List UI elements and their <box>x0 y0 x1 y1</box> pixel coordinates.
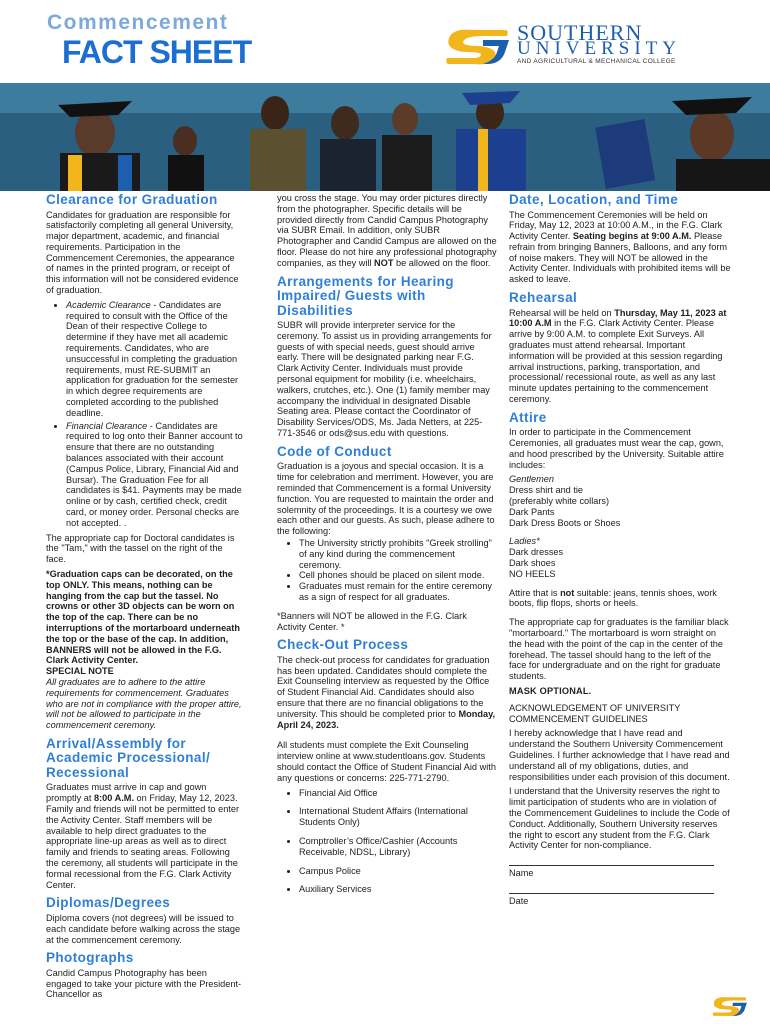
attire-text: In order to participate in the Commencement Ceremonies, all graduates must wear the cap, gown, and hood prescribed by the University. Suitable attire includes: <box>509 427 724 470</box>
decoration-note: *Graduation caps can be decorated, on the top ONLY. This means, nothing can be hanging from the cap but the tassel. No crowns or other 3D objects can be worn on the top of the cap. There can be no interruptions of the mortarboard underneath the top or the base of the cap. In addition, BANNERS will not be allowed in the F.G. Clark Activity Center. <box>46 569 240 666</box>
name-signature-line[interactable] <box>509 865 714 866</box>
gentlemen-item: (preferably white collars) <box>509 496 610 507</box>
hearing-text: SUBR will provide interpreter service for the ceremony. To assist us in providing arrangements for guests of with special needs, guest should arrive early. There will be designated parking near F.G. Clark Activity Center. Individuals must provide personal equipment for mobility (i.e. wheelchairs, walkers, crutches, etc.). One (1) family member may accompany the individual in designated Disable Seating area. Please contact the Coordinator of Disability Services/ODS, Ms. Jada Netters, at 225-771-3546 or ods@sus.edu with questions. <box>277 320 492 439</box>
offices-list <box>277 788 497 896</box>
list-item <box>66 300 244 419</box>
su-logo-icon <box>443 24 513 68</box>
photo-text-not: NOT <box>374 257 394 268</box>
date-text-pre: The Commencement Ceremonies will be held on Friday, May 12, 2023 at 10:00 A.M., in the F.G. Clark Activity Center. <box>509 209 723 242</box>
heading-checkout: Check-Out Process <box>277 637 409 653</box>
date-text-post: Please refrain from bringing Banners, Balloons, and any form of noise makers. They will NOT be allowed in the Activity Center. Individuals with prohibited items will be asked to leave. <box>509 231 731 285</box>
list-item: • International Student Affairs (International Students Only) <box>299 806 497 828</box>
ladies-label: Ladies* <box>509 536 540 547</box>
arrival-text-post: on Friday, May 12, 2023. Family and friends will not be permitted to enter the Activity Center. Staff members will be available to help direct graduates to the appropriate line-up areas as well as to direct family and friends to seating areas. Following the ceremony, all students will participate in the formal recessional from the F.G. Clark Activity Center. <box>46 793 240 890</box>
checkout-text-pre: The check-out process for candidates for graduation has been updated. Candidates should complete the Exit Counseling interview as requested by the Office of Student Financial Aid. Candidates should also ensure that there are no financial obligations to the university. This should be completed prior to <box>277 654 490 719</box>
name-label: Name <box>509 868 534 879</box>
date-text <box>509 210 731 286</box>
logo-southern: SOUTHERN <box>517 20 643 45</box>
photo-text-pre: you cross the stage. You may order pictures directly from the photographer. Specific details will be provided directly from Candid Campus Photography via SUBR Email. In addition, only SUBR Photographer and Candid Campus are allowed on the floor. Please do not hire any professional photography companies, as they will <box>277 193 497 268</box>
ack-text2: I understand that the University reserves the right to limit participation of students who are in violation of the Commencement Guidelines to include the Code of Conduct. Additionally, Southern University reserves the right to escort any student from the F.G. Clark Activity Center for non-compliance. <box>509 786 730 851</box>
heading-attire: Attire <box>509 409 547 425</box>
list-item <box>66 421 244 529</box>
section-rehearsal <box>509 291 731 405</box>
column-middle <box>277 193 497 903</box>
date-seating: Seating begins at 9:00 A.M. <box>572 231 692 242</box>
column-right <box>509 193 731 913</box>
gentlemen-item: Dress shirt and tie <box>509 485 584 496</box>
heading-date: Date, Location, and Time <box>509 192 679 207</box>
checkout-deadline: Monday, April 24, 2023. <box>277 708 496 730</box>
gentlemen-item: Dark Pants <box>509 506 555 517</box>
not-post: suitable: jeans, tennis shoes, work boots, flip flops, shorts or heels. <box>509 587 717 609</box>
gentlemen-item: Dark Dress Boots or Shoes <box>509 517 621 528</box>
section-hearing <box>277 275 497 439</box>
footer-su-logo-icon <box>706 994 754 1018</box>
photo-text-post: be allowed on the floor. <box>393 257 491 268</box>
title-commencement: Commencement <box>47 11 229 34</box>
photographs-text: Candid Campus Photography has been engaged to take your picture with the President-Chancellor as <box>46 967 242 1000</box>
heading-rehearsal: Rehearsal <box>509 290 578 306</box>
ladies-item: Dark shoes <box>509 558 556 569</box>
section-attire <box>509 411 731 697</box>
photographs-text-cont <box>277 193 497 269</box>
conduct-list <box>277 538 497 603</box>
graduation-photo <box>0 83 770 191</box>
cap-text: The appropriate cap for graduates is the familiar black "mortarboard." The mortarboard is worn straight on the head with the point of the cap in the center of the forehead. The tassel should hang to the left of the face for undergraduate and on the right for graduate students. <box>509 617 729 682</box>
checkout-text2: All students must complete the Exit Counseling interview online at www.studentloans.gov. Students should contact the Office of Student Financial Aid with any questions or concerns: 225-771-2790. <box>277 740 496 783</box>
section-checkout <box>277 638 497 895</box>
date-label: Date <box>509 895 529 906</box>
list-item: • Graduates must remain for the entire ceremony as a sign of respect for all graduates. <box>299 581 497 603</box>
ack-heading: ACKNOWLEDGEMENT OF UNIVERSITY COMMENCEMENT GUIDELINES <box>509 702 681 724</box>
arrival-time: 8:00 A.M. <box>94 793 134 804</box>
section-date <box>509 193 731 285</box>
section-conduct <box>277 445 497 632</box>
logo-university: UNIVERSITY <box>517 38 681 59</box>
list-item: • Financial Aid Office <box>299 788 497 799</box>
column-left <box>46 193 244 1006</box>
rehearsal-when: Thursday, May 11, 2023 at 10:00 A.M <box>509 307 727 329</box>
clearance-list <box>46 300 244 529</box>
list-item: • Auxiliary Services <box>299 884 497 895</box>
financial-label: Financial Clearance <box>66 420 148 431</box>
heading-clearance: Clearance for Graduation <box>46 192 218 207</box>
rehearsal-text <box>509 308 731 405</box>
heading-photographs: Photographs <box>46 950 134 966</box>
section-clearance <box>46 193 244 731</box>
list-item: • Campus Police <box>299 866 497 877</box>
special-note-label: SPECIAL NOTE <box>46 666 114 677</box>
date-signature-line[interactable] <box>509 893 714 894</box>
ladies-item: NO HEELS <box>509 568 556 579</box>
doctoral-cap-note: The appropriate cap for Doctoral candidates is the "Tam," with the tassel on the right of the face. <box>46 532 235 565</box>
rehearsal-text-pre: Rehearsal will be held on <box>509 307 615 318</box>
heading-conduct: Code of Conduct <box>277 443 392 459</box>
section-arrival <box>46 737 244 890</box>
header <box>0 0 770 83</box>
financial-text: - Candidates are required to log onto their Banner account to ensure that there are no outstanding balances associated with their account (Campus Police, Library, Financial Aid and Bursar). The Graduation Fee for all candidates is $41. Payments may be made online or by cash, certified check, credit card, or money order. Personal checks are not accepted. . <box>66 420 243 528</box>
special-note: All graduates are to adhere to the attire requirements for commencement. Graduates who are not in compliance with the proper attire, will not be allowed to participate in the commencement ceremony. <box>46 676 242 731</box>
section-photographs-cont <box>277 193 497 269</box>
graduates-illustration <box>0 83 770 191</box>
list-item: • Cell phones should be placed on silent mode. <box>299 570 497 581</box>
section-diplomas <box>46 896 244 945</box>
rehearsal-text-post: in the F.G. Clark Activity Center. Please arrive by 9:00 A.M. to complete Exit Surveys. All graduates must attend rehearsal. Important information will be provided at this session regarding arrival instructions, parking, transportation, and processional/ recessional route, as well as any last minute updates pertaining to the commencement ceremony. <box>509 318 723 404</box>
mask-optional: MASK OPTIONAL. <box>509 685 592 696</box>
arrival-text-pre: Graduates must arrive in cap and gown promptly at <box>46 782 207 804</box>
heading-diplomas: Diplomas/Degrees <box>46 895 171 911</box>
academic-label: Academic Clearance <box>66 299 151 310</box>
heading-hearing: Arrangements for Hearing Impaired/ Guests with Disabilities <box>277 273 454 318</box>
title-fact-sheet: FACT SHEET <box>62 34 252 70</box>
arrival-text <box>46 782 244 890</box>
section-photographs <box>46 951 244 1000</box>
logo-college: AND AGRICULTURAL & MECHANICAL COLLEGE <box>517 58 676 65</box>
academic-text: - Candidates are required to consult with the Office of the Dean of their respective College to determine if they have met all academic requirements. Candidates, who are unsuccessful in completing the graduation requirements, must RE-SUBMIT an application for graduation for the semester in which degree requirements are completed according to the published deadline. <box>66 299 239 418</box>
list-item: • Comptroller’s Office/Cashier (Accounts Receivable, NDSL, Library) <box>299 836 497 858</box>
conduct-text: Graduation is a joyous and special occasion. It is a time for celebration and merriment. However, you are reminded that Commencement is a formal University function. You are requested to maintain the order and solemnity of the proceedings. It is a courtesy we owe each other and our guests. As such, please adhere to the following: <box>277 461 495 537</box>
clearance-intro: Candidates for graduation are responsible for satisfactorily completing all general University, major department, academic, and financial requirements. Participation in the Commencement Ceremonies, the appearance of names in the printed program, or receipt of this information will not be considered evidence of graduation. <box>46 209 239 296</box>
section-acknowledgement <box>509 703 731 907</box>
heading-arrival: Arrival/Assembly for Academic Processional/ Recessional <box>46 735 211 780</box>
ack-text1: I hereby acknowledge that I have read and understand the Southern University Commencement Guidelines. I further acknowledge that I have read and understand all of my obligations, duties, and responsibilities under each provision of this document. <box>509 728 730 782</box>
gentlemen-label: Gentlemen <box>509 474 554 485</box>
not-pre: Attire that is <box>509 587 561 598</box>
ladies-item: Dark dresses <box>509 547 564 558</box>
checkout-text <box>277 655 497 731</box>
banner-note: *Banners will NOT be allowed in the F.G. Clark Activity Center. * <box>277 610 467 632</box>
not-word: not <box>560 587 575 598</box>
list-item: • The University strictly prohibits "Greek strolling" of any kind during the commencement ceremony. <box>299 538 497 570</box>
diplomas-text: Diploma covers (not degrees) will be issued to each candidate before walking across the stage at the commencement ceremony. <box>46 912 241 945</box>
not-suitable-text <box>509 588 731 610</box>
